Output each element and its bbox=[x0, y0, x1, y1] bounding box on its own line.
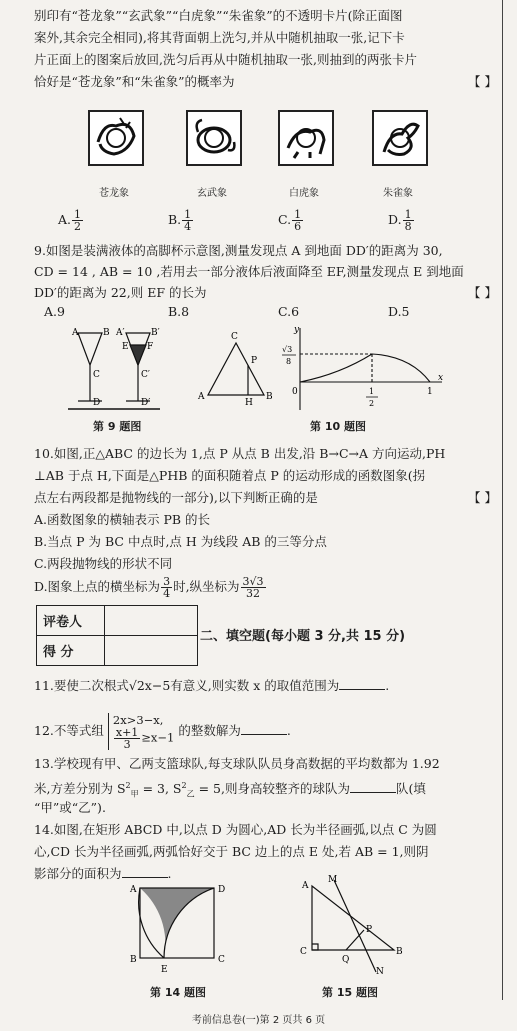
q8-line: 案外,其余完全相同),将其背面朝上洗匀,并从中随机抽取一张,记下卡 bbox=[34, 30, 405, 45]
figure-caption: 第 15 题图 bbox=[322, 986, 378, 999]
fig15-label: B bbox=[396, 947, 403, 957]
fig14-label: C bbox=[218, 955, 225, 965]
q11-line: 11.要使二次根式√2x−5有意义,则实数 x 的取值范围为 . bbox=[34, 678, 390, 693]
fig9-label: D bbox=[93, 398, 101, 408]
fig15-label: M bbox=[328, 875, 338, 885]
figure-10-graph bbox=[280, 322, 450, 414]
figure-caption: 第 10 题图 bbox=[310, 420, 366, 433]
q10-option-c: C.两段抛物线的形状不同 bbox=[34, 556, 173, 571]
card-label: 玄武象 bbox=[197, 188, 227, 199]
answer-blank[interactable] bbox=[122, 865, 168, 878]
fig9-label: F bbox=[147, 342, 154, 352]
graph-y-tick: 8 bbox=[286, 357, 292, 366]
figure-10-triangle bbox=[196, 325, 276, 405]
graph-y-label: y bbox=[294, 325, 300, 335]
q9-option-b: B.8 bbox=[168, 304, 190, 319]
q9-option-d: D.5 bbox=[388, 304, 410, 319]
fig10-label: C bbox=[231, 332, 238, 342]
q8-option-a: A. $\frac{1}{2}$ bbox=[58, 208, 82, 233]
fig9-label: C′ bbox=[141, 370, 150, 380]
graph-x-tick: 1 bbox=[369, 387, 375, 396]
fig15-label: Q bbox=[342, 955, 350, 965]
fig10-label: P bbox=[251, 356, 258, 366]
q10-line: ⊥AB 于点 H,下面是△PHB 的面积随着点 P 的运动形成的函数图象(拐 bbox=[34, 468, 426, 483]
fig14-label: E bbox=[161, 965, 168, 975]
card-label: 苍龙象 bbox=[99, 188, 129, 199]
answer-bracket: 【 】 bbox=[468, 490, 497, 505]
fig10-label: H bbox=[245, 398, 253, 405]
q10-option-a: A.函数图象的横轴表示 PB 的长 bbox=[34, 512, 211, 527]
graph-y-tick: √3 bbox=[282, 345, 293, 354]
fig9-label: C bbox=[93, 370, 100, 380]
q8-line: 恰好是“苍龙象”和“朱雀象”的概率为 bbox=[34, 74, 235, 89]
q10-line: 10.如图,正△ABC 的边长为 1,点 P 从点 B 出发,沿 B→C→A 方向运动,PH bbox=[34, 446, 446, 461]
card-label: 朱雀象 bbox=[383, 188, 413, 199]
score-table bbox=[36, 605, 198, 666]
score-box bbox=[105, 636, 198, 666]
q13-line: 13.学校现有甲、乙两支篮球队,每支球队队员身高数据的平均数都为 1.92 bbox=[34, 756, 440, 771]
q9-line: CD = 14 , AB = 10 ,若用去一部分液体后液面降至 EF,测量发现点 E 到地面 bbox=[34, 264, 464, 279]
grader-box bbox=[105, 606, 198, 636]
fig9-label: B′ bbox=[151, 328, 160, 338]
q14-line: 影部分的面积为 . bbox=[34, 866, 172, 881]
q8-option-b: B. $\frac{1}{4}$ bbox=[168, 208, 192, 233]
fig9-label: D′ bbox=[141, 398, 151, 408]
q8-option-c: C. $\frac{1}{6}$ bbox=[278, 208, 302, 233]
answer-blank[interactable] bbox=[241, 722, 287, 735]
q13-line: 米,方差分别为 $S^2_甲 = 3$, $S^2_乙 = 5$,则身高较整齐的球队为 队(填 bbox=[34, 781, 426, 799]
figure-caption: 第 14 题图 bbox=[150, 986, 206, 999]
q9-option-c: C.6 bbox=[278, 304, 300, 319]
answer-blank[interactable] bbox=[339, 677, 385, 690]
section-title: 二、填空题(每小题 3 分,共 15 分) bbox=[200, 629, 406, 644]
graph-origin: 0 bbox=[292, 387, 298, 397]
grader-label: 评卷人 bbox=[37, 606, 105, 636]
fig15-label: N bbox=[376, 967, 384, 977]
fig14-label: D bbox=[218, 885, 226, 895]
graph-x-end: 1 bbox=[427, 387, 433, 397]
fig14-label: B bbox=[130, 955, 137, 965]
fig9-label: E bbox=[122, 342, 129, 352]
answer-bracket: 【 】 bbox=[468, 74, 497, 89]
q10-option-d: D.图象上点的横坐标为 $\frac{3}{4}$ 时,纵坐标为 $\frac{3√3}{32}$ bbox=[34, 575, 264, 600]
graph-x-label: x bbox=[438, 373, 444, 383]
card-xuanwu bbox=[186, 110, 242, 166]
fig10-label: B bbox=[266, 392, 273, 402]
card-baihu bbox=[278, 110, 334, 166]
fig10-label: A bbox=[198, 392, 205, 402]
fig15-label: A bbox=[302, 881, 309, 891]
q8-line: 片正面上的图案后放回,洗匀后再从中随机抽取一张,则抽到的两张卡片 bbox=[34, 52, 417, 67]
fig15-label: P bbox=[366, 925, 373, 935]
q14-line: 14.如图,在矩形 ABCD 中,以点 D 为圆心,AD 长为半径画弧,以点 C 为圆 bbox=[34, 822, 437, 837]
graph-x-tick: 2 bbox=[369, 399, 375, 408]
q14-line: 心,CD 长为半径画弧,两弧恰好交于 BC 边上的点 E 处,若 AB = 1,则阴 bbox=[34, 844, 429, 859]
page-footer: 考前信息卷(一)第 2 页共 6 页 bbox=[191, 1015, 326, 1026]
fig14-label: A bbox=[130, 885, 137, 895]
figure-9-goblets bbox=[60, 325, 170, 415]
fig9-label: B bbox=[103, 328, 110, 338]
figure-15-triangle bbox=[290, 874, 410, 980]
score-label: 得 分 bbox=[37, 636, 105, 666]
card-canglong bbox=[88, 110, 144, 166]
card-zhuque bbox=[372, 110, 428, 166]
answer-blank[interactable] bbox=[350, 780, 396, 793]
inequality-system: 2x>3−x, $\frac{x+1}{3}$ ≥x−1 bbox=[108, 713, 175, 750]
q12-line: 12.不等式组 2x>3−x, $\frac{x+1}{3}$ ≥x−1 的整数解为 . bbox=[34, 713, 291, 751]
fig9-label: A′ bbox=[116, 328, 125, 338]
q8-option-d: D. $\frac{1}{8}$ bbox=[388, 208, 412, 233]
answer-bracket: 【 】 bbox=[468, 285, 497, 300]
q10-option-b: B.当点 P 为 BC 中点时,点 H 为线段 AB 的三等分点 bbox=[34, 534, 327, 549]
figure-caption: 第 9 题图 bbox=[93, 420, 142, 433]
q8-line: 别印有“苍龙象”“玄武象”“白虎象”“朱雀象”的不透明卡片(除正面图 bbox=[34, 8, 403, 23]
card-label: 白虎象 bbox=[289, 188, 319, 199]
q9-option-a: A.9 bbox=[44, 304, 65, 319]
fig15-label: C bbox=[300, 947, 307, 957]
q10-line: 点左右两段都是抛物线的一部分),以下判断正确的是 bbox=[34, 490, 318, 505]
figure-14-rectangle bbox=[124, 880, 234, 980]
q13-line: “甲”或“乙”). bbox=[34, 800, 106, 815]
q9-line: DD′的距离为 22,则 EF 的长为 bbox=[34, 285, 207, 300]
q9-line: 9.如图是装满液体的高脚杯示意图,测量发现点 A 到地面 DD′的距离为 30, bbox=[34, 243, 443, 258]
fig9-label: A bbox=[72, 328, 79, 338]
